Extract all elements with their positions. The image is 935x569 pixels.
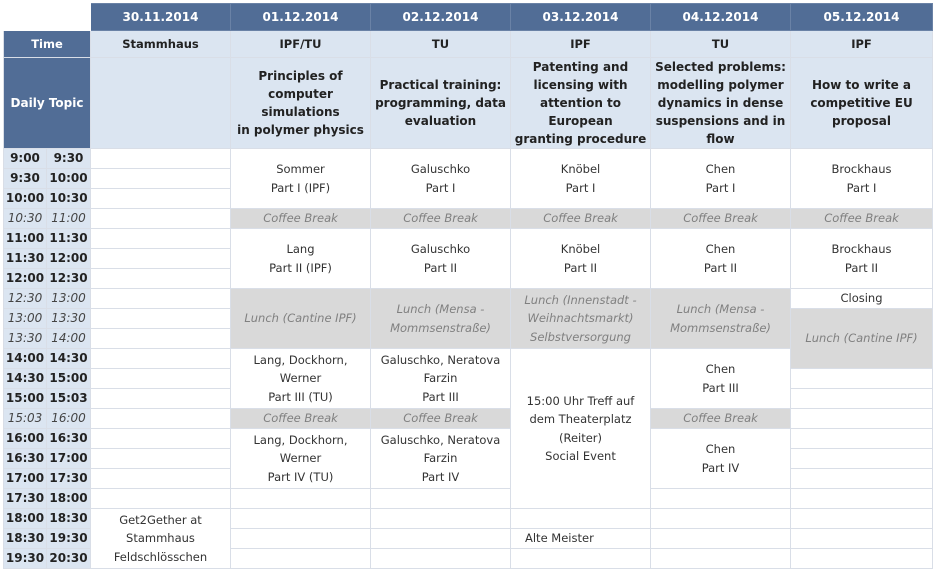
topic-cell	[91, 58, 231, 149]
empty-cell	[651, 549, 791, 569]
empty-cell	[791, 549, 933, 569]
session-cell	[371, 429, 511, 489]
topic-text: Practical training: programming, data evaluation	[375, 78, 506, 128]
alte-meister-cell	[511, 529, 651, 549]
empty-cell	[91, 189, 231, 209]
empty-cell	[91, 329, 231, 349]
lunch-cell	[651, 289, 791, 349]
time-start: 18:00	[4, 509, 47, 529]
time-start: 12:00	[4, 269, 47, 289]
session-cell	[651, 429, 791, 489]
session-cell	[231, 429, 371, 489]
empty-cell	[231, 529, 371, 549]
time-start: 11:30	[4, 249, 47, 269]
date-header: 04.12.2014	[651, 4, 791, 31]
location-cell: IPF	[511, 31, 651, 58]
session-cell	[651, 229, 791, 289]
empty-cell	[91, 229, 231, 249]
time-slot-row	[4, 489, 933, 509]
time-end: 20:30	[47, 549, 91, 569]
get2gether-text: Get2Gether at Stammhaus Feldschlösschen	[113, 512, 208, 564]
time-end: 19:30	[47, 529, 91, 549]
session-cell	[371, 349, 511, 409]
coffee-break-cell: Coffee Break	[231, 209, 371, 229]
empty-cell	[791, 509, 933, 529]
lunch-cell	[371, 289, 511, 349]
session-text: Brockhaus Part I	[831, 162, 892, 195]
topic-text: How to write a competitive EU proposal	[810, 78, 913, 128]
empty-cell	[91, 289, 231, 309]
time-slot-row	[4, 409, 933, 429]
empty-cell	[231, 549, 371, 569]
topic-text: Selected problems: modelling polymer dynamics in dense suspensions and in flow	[655, 60, 786, 146]
topic-cell	[651, 58, 791, 149]
session-cell	[511, 229, 651, 289]
get2gether-cell	[91, 509, 231, 569]
session-text: Lang Part II (IPF)	[269, 242, 332, 275]
date-header-row	[4, 4, 933, 31]
schedule-table	[3, 3, 933, 569]
time-start: 13:00	[4, 309, 47, 329]
time-start: 14:30	[4, 369, 47, 389]
empty-cell	[91, 169, 231, 189]
time-start: 16:30	[4, 449, 47, 469]
empty-cell	[651, 509, 791, 529]
time-start: 10:30	[4, 209, 47, 229]
time-start: 19:30	[4, 549, 47, 569]
date-header: 30.11.2014	[91, 4, 231, 31]
empty-cell	[791, 369, 933, 389]
session-cell	[371, 229, 511, 289]
time-end: 11:00	[47, 209, 91, 229]
session-cell	[231, 349, 371, 409]
time-label: Time	[4, 31, 91, 58]
session-text: Galuschko Part II	[410, 242, 471, 275]
time-end: 17:30	[47, 469, 91, 489]
empty-cell	[791, 389, 933, 409]
empty-cell	[511, 549, 651, 569]
session-cell	[231, 149, 371, 209]
location-cell: IPF/TU	[231, 31, 371, 58]
date-header: 05.12.2014	[791, 4, 933, 31]
time-end: 11:30	[47, 229, 91, 249]
time-end: 13:30	[47, 309, 91, 329]
session-text: Galuschko, Neratova Farzin Part III	[380, 352, 501, 404]
empty-cell	[91, 209, 231, 229]
session-text: Galuschko Part I	[410, 162, 471, 195]
topic-text: Patenting and licensing with attention to European granting procedure	[514, 60, 647, 146]
empty-cell	[791, 449, 933, 469]
time-end: 15:03	[47, 389, 91, 409]
empty-cell	[91, 149, 231, 169]
time-end: 10:30	[47, 189, 91, 209]
empty-cell	[91, 429, 231, 449]
topic-cell	[371, 58, 511, 149]
session-text: Brockhaus Part II	[831, 242, 892, 275]
topic-cell	[791, 58, 933, 149]
topic-cell	[231, 58, 371, 149]
session-text: Knöbel Part I	[560, 162, 601, 195]
time-slot-row	[4, 289, 933, 309]
empty-cell	[91, 469, 231, 489]
location-cell: IPF	[791, 31, 933, 58]
time-start: 9:00	[4, 149, 47, 169]
empty-cell	[651, 529, 791, 549]
time-start: 13:30	[4, 329, 47, 349]
time-start: 16:00	[4, 429, 47, 449]
coffee-break-cell: Coffee Break	[371, 209, 511, 229]
session-text: Chen Part I	[705, 162, 736, 195]
session-text: Lang, Dockhorn, Werner Part III (TU)	[253, 352, 348, 404]
empty-cell	[91, 269, 231, 289]
time-start: 9:30	[4, 169, 47, 189]
time-end: 17:00	[47, 449, 91, 469]
empty-cell	[91, 369, 231, 389]
time-slot-row	[4, 149, 933, 169]
empty-cell	[91, 309, 231, 329]
time-start: 10:00	[4, 189, 47, 209]
session-text: Knöbel Part II	[560, 242, 601, 275]
alte-meister-text: Alte Meister	[525, 531, 594, 546]
time-end: 10:00	[47, 169, 91, 189]
time-end: 12:00	[47, 249, 91, 269]
session-cell	[791, 229, 933, 289]
empty-cell	[231, 509, 371, 529]
coffee-break-cell: Coffee Break	[791, 209, 933, 229]
lunch-text: Lunch (Cantine IPF)	[805, 331, 918, 346]
session-text: Lang, Dockhorn, Werner Part IV (TU)	[253, 432, 348, 484]
empty-cell	[91, 449, 231, 469]
lunch-text: Lunch (Mensa - Mommsenstraße)	[390, 302, 491, 335]
empty-cell	[371, 549, 511, 569]
lunch-text: Lunch (Cantine IPF)	[244, 311, 357, 326]
empty-cell	[651, 489, 791, 509]
session-text: Chen Part II	[703, 242, 738, 275]
lunch-text: Lunch (Mensa - Mommsenstraße)	[670, 302, 771, 335]
time-start: 17:30	[4, 489, 47, 509]
session-text: Sommer Part I (IPF)	[270, 162, 331, 195]
time-end: 18:30	[47, 509, 91, 529]
lunch-cell	[791, 309, 933, 369]
session-cell	[231, 229, 371, 289]
time-start: 15:00	[4, 389, 47, 409]
social-event-text: 15:00 Uhr Treff auf dem Theaterplatz (Reiter) Social Event	[526, 393, 635, 463]
time-slot-row	[4, 229, 933, 249]
coffee-break-cell: Coffee Break	[371, 409, 511, 429]
session-cell	[791, 149, 933, 209]
empty-cell	[791, 469, 933, 489]
empty-cell	[91, 489, 231, 509]
location-cell: Stammhaus	[91, 31, 231, 58]
daily-topic-label: Daily Topic	[4, 58, 91, 149]
time-end: 18:00	[47, 489, 91, 509]
session-text: Galuschko, Neratova Farzin Part IV	[380, 432, 501, 484]
social-event-cell	[511, 349, 651, 509]
date-header: 03.12.2014	[511, 4, 651, 31]
date-header: 02.12.2014	[371, 4, 511, 31]
session-text: Chen Part IV	[701, 442, 740, 475]
lunch-cell	[511, 289, 651, 349]
time-start: 15:03	[4, 409, 47, 429]
empty-cell	[791, 429, 933, 449]
time-end: 9:30	[47, 149, 91, 169]
session-cell	[511, 149, 651, 209]
topic-text: Principles of computer simulations in polymer physics	[237, 69, 364, 137]
time-slot-row	[4, 429, 933, 449]
time-end: 15:00	[47, 369, 91, 389]
session-cell	[371, 149, 511, 209]
empty-cell	[371, 509, 511, 529]
empty-cell	[91, 409, 231, 429]
time-end: 14:30	[47, 349, 91, 369]
empty-cell	[91, 349, 231, 369]
empty-cell	[791, 489, 933, 509]
session-cell	[651, 349, 791, 409]
empty-cell	[231, 489, 371, 509]
time-start: 14:00	[4, 349, 47, 369]
date-header: 01.12.2014	[231, 4, 371, 31]
lunch-cell	[231, 289, 371, 349]
time-end: 12:30	[47, 269, 91, 289]
empty-cell	[791, 529, 933, 549]
empty-cell	[371, 489, 511, 509]
corner-cell	[4, 4, 91, 31]
topic-cell	[511, 58, 651, 149]
lunch-text: Lunch (Innenstadt - Weihnachtsmarkt) Selbstversorgung	[524, 292, 637, 344]
closing-cell: Closing	[791, 289, 933, 309]
location-row	[4, 31, 933, 58]
time-end: 16:00	[47, 409, 91, 429]
session-cell	[651, 149, 791, 209]
empty-cell	[91, 249, 231, 269]
time-slot-row	[4, 209, 933, 229]
time-end: 13:00	[47, 289, 91, 309]
time-start: 18:30	[4, 529, 47, 549]
coffee-break-cell: Coffee Break	[511, 209, 651, 229]
empty-cell	[371, 529, 511, 549]
coffee-break-cell: Coffee Break	[651, 209, 791, 229]
coffee-break-cell: Coffee Break	[231, 409, 371, 429]
empty-cell	[91, 389, 231, 409]
time-start: 17:00	[4, 469, 47, 489]
location-cell: TU	[371, 31, 511, 58]
daily-topic-row	[4, 58, 933, 149]
time-end: 16:30	[47, 429, 91, 449]
location-cell: TU	[651, 31, 791, 58]
empty-cell	[511, 509, 651, 529]
time-start: 11:00	[4, 229, 47, 249]
time-slot-row	[4, 509, 933, 529]
session-text: Chen Part III	[702, 362, 739, 395]
empty-cell	[791, 409, 933, 429]
coffee-break-cell: Coffee Break	[651, 409, 791, 429]
time-start: 12:30	[4, 289, 47, 309]
time-end: 14:00	[47, 329, 91, 349]
